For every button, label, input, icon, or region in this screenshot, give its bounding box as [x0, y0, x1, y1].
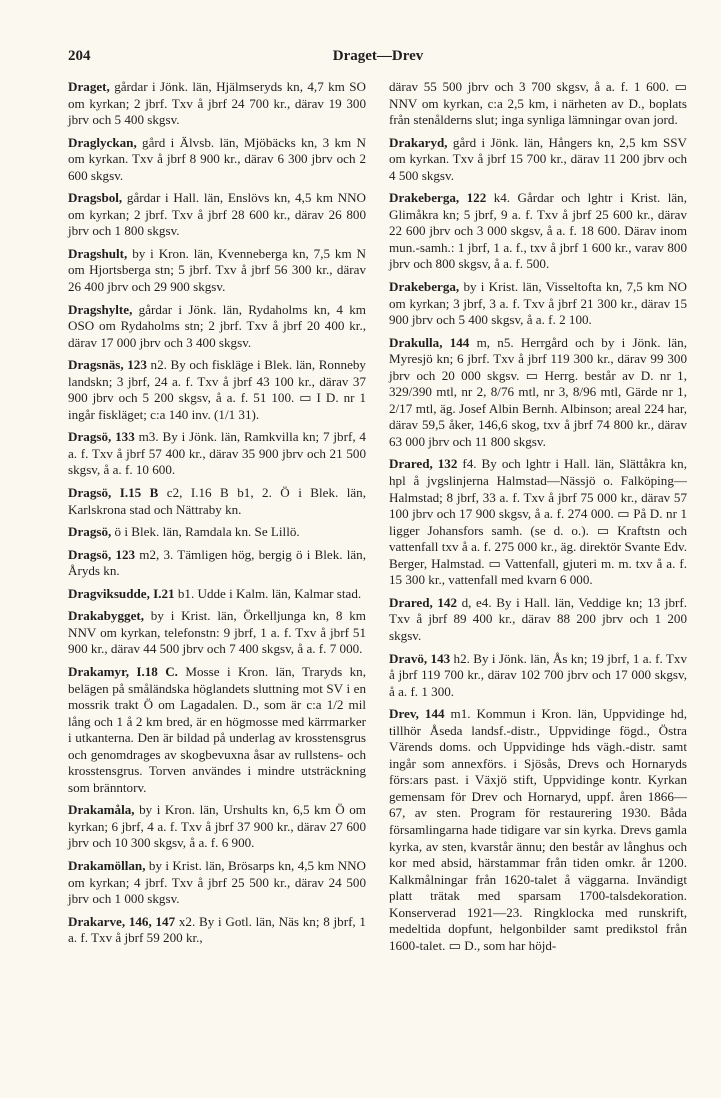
entry: Dragviksudde, I.21 b1. Udde i Kalm. län, Kalmar stad. [68, 585, 362, 601]
entry: Drakamåla, by i Kron. län, Urshults kn, 6,5 km Ö om kyrkan; 6 jbrf, 4 a. f. Txv å jbrf 37 900 kr., därav 27 600 jbrv och 10 300 skgsv, å a. f. 6 900. [68, 802, 366, 851]
entry: Drakeberga, by i Krist. län, Visseltofta kn, 7,5 km NO om kyrkan; 3 jbrf, 3 a. f. Txv å jbrf 21 300 kr., därav 15 900 jbrv och 5 400 skgsv, å a. f. 2 100. [389, 279, 687, 328]
entry: Drakabygget, by i Krist. län, Örkelljunga kn, 8 km NNV om kyrkan, telefonstn: 9 jbrf, 1 a. f. Txv å jbrf 51 900 kr., därav 44 500 jbrv och 7 400 skgsv, å a. f. 7 000. [68, 608, 366, 657]
running-head: Draget—Drev [332, 48, 424, 64]
entry-continuation: därav 55 500 jbrv och 3 700 skgsv, å a. f. 1 600. ▭ NNV om kyrkan, c:a 2,5 km, i närheten av D., boplats från stenålderns slut; inga synliga lämningar ovan jord. [389, 79, 687, 128]
entry: Dragsö, ö i Blek. län, Ramdala kn. Se Lillö. [68, 524, 300, 540]
entry: Drakaryd, gård i Jönk. län, Hångers kn, 2,5 km SSV om kyrkan. Txv å jbrf 15 700 kr., därav 11 200 jbrv och 4 500 skgsv. [389, 134, 687, 183]
entry: Drakamöllan, by i Krist. län, Brösarps kn, 4,5 km NNO om kyrkan; 4 jbrf. Txv å jbrf 25 500 kr., därav 24 500 jbrv och 1 000 skgsv. [68, 857, 366, 907]
entry: Dragshult, by i Kron. län, Kvenneberga kn, 7,5 km N om Hjortsberga stn; 5 jbrf. Txv å jbrf 56 300 kr., därav 26 400 jbrv och 29 900 skgsv. [68, 245, 366, 295]
entry: Drakeberga, 122 k4. Gårdar och lghtr i Krist. län, Glimåkra kn; 5 jbrf, 9 a. f. Txv å jbrf 25 600 kr., därav 22 600 jbrv och 3 000 skgsv, å a. f. 18 600. Därav inom mun.-samh.: 1 jbrf, 1 a. f., txv å jbrf 1 600 kr., varav 800 jbrv och 800 skgsv, å a. f. 500. [389, 190, 687, 272]
entry: Drakamyr, I.18 C. Mosse i Kron. län, Traryds kn, belägen på småländska höglandets sluttning mot SV i en mossrik trakt Ö om Lagadalen. D., som är c:a 1/2 mil lång och 1 å 2 km bred, är en högmosse med kärrmarker i utkanterna. Den är bildad på underlag av krosstensgrus och genomdrages av skogbevuxna åsar av rullstens- och krosstensgrus. Torven användes i mindre utsträckning som bränntorv. [68, 663, 366, 795]
page-header [68, 48, 688, 70]
entry: Dragsö, 133 m3. By i Jönk. län, Ramkvilla kn; 7 jbrf, 4 a. f. Txv å jbrf 57 400 kr., därav 35 900 jbrv och 21 500 skgsv, å a. f. 10 600. [68, 429, 366, 478]
entry: Dravö, 143 h2. By i Jönk. län, Ås kn; 19 jbrf, 1 a. f. Txv å jbrf 119 700 kr., därav 102 700 jbrv och 17 000 skgsv, å a. f. 1 300. [389, 650, 687, 699]
page-number: 204 [68, 48, 91, 64]
entry: Draget, gårdar i Jönk. län, Hjälmseryds kn, 4,7 km SO om kyrkan; 2 jbrf. Txv å jbrf 24 700 kr., därav 19 300 jbrv och 5 400 skgsv. [68, 79, 366, 128]
left-column [68, 79, 366, 953]
entry: Drakulla, 144 m, n5. Herrgård och by i Jönk. län, Myresjö kn; 6 jbrf. Txv å jbrf 119 300 kr., därav 99 300 jbrv och 20 000 skgsv. ▭ Herrg. består av D. nr 1, 329/390 mtl, nr 2, 8/76 mtl, nr 3, 8/96 mtl, Gärde nr 1, 2/17 mtl, äg. Josef Albin Bernh. Albinson; areal 224 har, därav 59,5 åker, 146,6 skog, txv å jbrf 74 800 kr., därav 63 000 jbrv och 11 800 skgsv. [389, 334, 688, 449]
entry: Drakarve, 146, 147 x2. By i Gotl. län, Näs kn; 8 jbrf, 1 a. f. Txv å jbrf 59 200 kr., [68, 913, 366, 946]
entry: Drev, 144 m1. Kommun i Kron. län, Uppvidinge hd, tillhör Åseda landsf.-distr., Uppvidinge fögd., Östra Värends doms. och Uppvidinge hds vägh.-distr. samt ingår som annexförs. i Sjösås, Drevs och Hornaryds förs:ars past. i Växjö stift, Uppvidinge kontr. Kyrkan gemensam för Drev och Hornaryd, uppf. åren 1866—67, av sten. Program för restaurering 1930. Båda församlingarna hade tidigare var sin kyrka. Drevs gamla kyrka, av sten, kvarstår ännu; den består av långhus och kor med absid, härstammar från tiden omkr. år 1200. Kalkmålningar från 1620-talet å väggarna. Invändigt platt trätak med sparsam 1700-talsdekoration. Konserverad 1921—23. Ringklocka med runskrift, medeltida dopfunt, helgonbilder samt predikstol från 1600-talet. ▭ D., som har höjd- [389, 706, 687, 953]
entry: Drared, 132 f4. By och lghtr i Hall. län, Slättåkra kn, hpl å jvgslinjerna Halmstad—Nässjö o. Falköping—Halmstad; 8 jbrf, 33 a. f. Txv å jbrf 75 000 kr., därav 57 100 jbrv och 17 900 skgsv, å a. f. 274 000. ▭ På D. nr 1 ligger Johansfors samh. (se d. o.). ▭ Kraftstn och vattenfall txv å a. f. 275 000 kr., äg. direktör Svante Edv. Berger, Halmstad. ▭ Vattenfall, gjuteri m. m. txv å a. f. 15 300 kr., vattenfall med kvarn 6 000. [389, 456, 688, 588]
right-column [389, 79, 687, 960]
entry: Dragsnäs, 123 n2. By och fiskläge i Blek. län, Ronneby landskn; 3 jbrf, 24 a. f. Txv å jbrf 43 100 kr., därav 37 900 jbrv och 5 200 skgsv, å a. f. 51 100. ▭ I D. nr 1 ingår fiskläget; c:a 140 inv. (1/1 31). [68, 357, 366, 422]
entry: Dragsö, I.15 B c2, I.16 B b1, 2. Ö i Blek. län, Karlskrona stad och Nättraby kn. [68, 485, 366, 517]
entry: Dragsö, 123 m2, 3. Tämligen hög, bergig ö i Blek. län, Åryds kn. [68, 546, 366, 579]
entry: Dragshylte, gårdar i Jönk. län, Rydaholms kn, 4 km OSO om Rydaholms stn; 2 jbrf. Txv å jbrf 20 400 kr., därav 17 000 jbrv och 3 400 skgsv. [68, 301, 366, 350]
entry: Dragsbol, gårdar i Hall. län, Enslövs kn, 4,5 km NNO om kyrkan; 2 jbrf. Txv å jbrf 28 600 kr., därav 26 800 jbrv och 1 800 skgsv. [68, 190, 366, 239]
entry: Drared, 142 d, e4. By i Hall. län, Veddige kn; 13 jbrf. Txv å jbrf 89 400 kr., därav 88 200 jbrv och 1 200 skgsv. [389, 594, 688, 643]
entry: Draglyckan, gård i Älvsb. län, Mjöbäcks kn, 3 km N om kyrkan. Txv å jbrf 8 900 kr., därav 6 300 jbrv och 2 600 skgsv. [68, 134, 366, 183]
